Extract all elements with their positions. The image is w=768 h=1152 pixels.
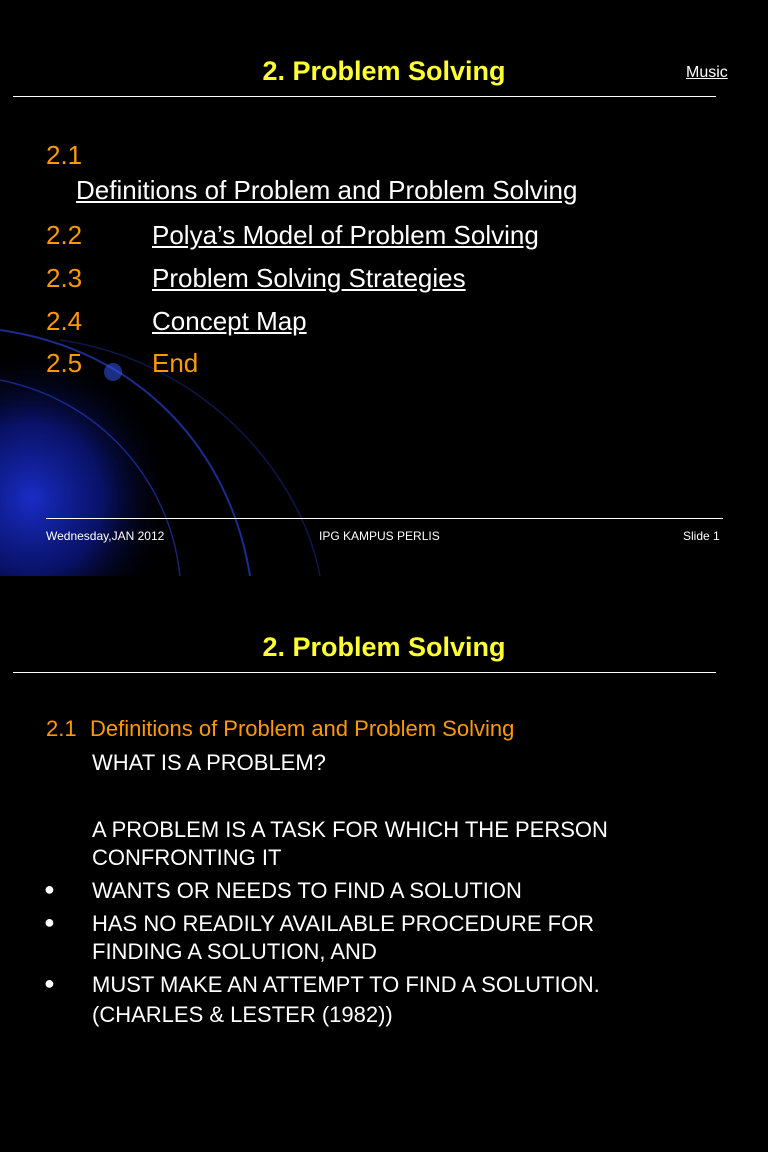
title-divider — [13, 672, 716, 673]
bullet-text-continued: FINDING A SOLUTION, AND — [92, 939, 377, 964]
title-divider — [13, 96, 716, 97]
footer-institution: IPG KAMPUS PERLIS — [319, 529, 440, 543]
toc-item-2-5 — [46, 348, 686, 384]
bullet-text-continued: (CHARLES & LESTER (1982)) — [92, 1002, 393, 1027]
toc-item-2-4 — [46, 306, 686, 342]
section-number: 2.1 — [46, 716, 77, 741]
bullet-text: WANTS OR NEEDS TO FIND A SOLUTION — [92, 878, 522, 903]
bullet-icon: ● — [44, 879, 55, 899]
toc-number: 2.2 — [46, 220, 83, 250]
bullet-icon: ● — [44, 973, 55, 993]
toc-number: 2.4 — [46, 306, 83, 336]
bullet-text: HAS NO READILY AVAILABLE PROCEDURE FOR — [92, 911, 595, 936]
slide-title: 2. Problem Solving — [262, 632, 506, 662]
toc-link-strategies[interactable]: Problem Solving Strategies — [152, 263, 466, 293]
music-link[interactable]: Music — [686, 64, 728, 81]
slide-title: 2. Problem Solving — [262, 56, 506, 86]
footer-date: Wednesday,JAN 2012 — [46, 529, 165, 543]
section-title: Definitions of Problem and Problem Solving — [90, 716, 515, 741]
footer-divider — [46, 518, 723, 519]
toc-end-label: End — [152, 348, 199, 378]
section-heading — [46, 716, 514, 742]
toc-item-2-2 — [46, 220, 686, 256]
definition-line-1: A PROBLEM IS A TASK FOR WHICH THE PERSON — [92, 817, 608, 842]
toc-link-polya-model[interactable]: Polya’s Model of Problem Solving — [152, 220, 539, 250]
footer-slide-number: Slide 1 — [683, 529, 720, 543]
bullet-icon: ● — [44, 912, 55, 932]
bullet-text: MUST MAKE AN ATTEMPT TO FIND A SOLUTION. — [92, 972, 600, 997]
toc-number: 2.5 — [46, 348, 83, 378]
toc-link-concept-map[interactable]: Concept Map — [152, 306, 307, 336]
toc-item-2-1 — [46, 140, 686, 205]
toc-link-definitions[interactable]: Definitions of Problem and Problem Solving — [76, 175, 578, 205]
question-text: WHAT IS A PROBLEM? — [92, 750, 326, 775]
toc-number: 2.3 — [46, 263, 83, 293]
definition-line-2: CONFRONTING IT — [92, 845, 282, 870]
toc-item-2-3 — [46, 263, 686, 299]
toc-number: 2.1 — [46, 140, 83, 170]
